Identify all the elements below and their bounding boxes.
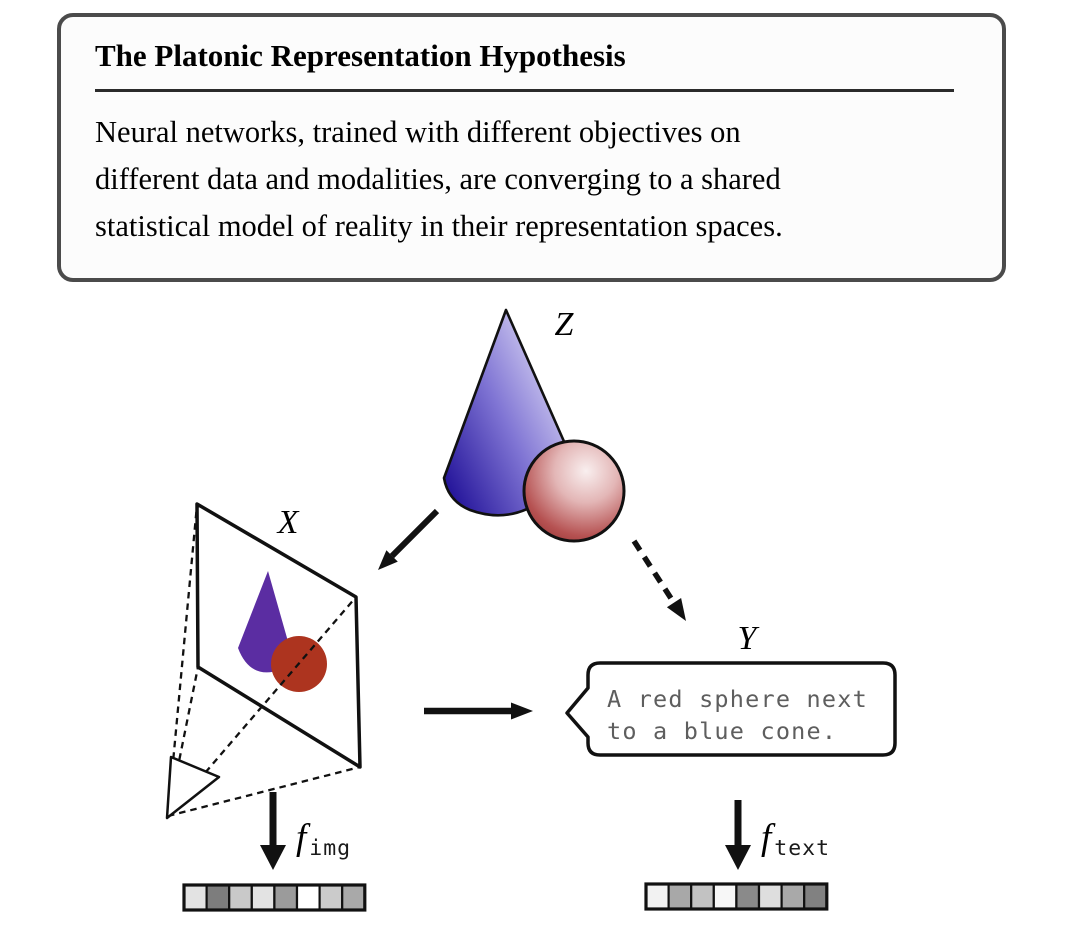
embedding-cell (252, 885, 275, 910)
text-encoder (725, 800, 830, 870)
text-embedding-vector (646, 884, 827, 909)
embedding-cell (646, 884, 669, 909)
embedding-cell (736, 884, 759, 909)
latent-world-scene (444, 306, 624, 541)
embedding-cell (274, 885, 297, 910)
embedding-cell (297, 885, 320, 910)
f-img-label: fimg (296, 817, 352, 861)
bubble-text-line-1: A red sphere next (607, 685, 868, 713)
embedding-cell (782, 884, 805, 909)
dashed-arrow-z-to-y (634, 541, 686, 621)
image-encoder (260, 792, 351, 870)
arrowhead (260, 845, 286, 870)
hypothesis-body (95, 109, 968, 250)
z-label: Z (554, 306, 574, 343)
embedding-cell (184, 885, 207, 910)
embedding-cell (691, 884, 714, 909)
arrow-x-to-y (424, 703, 533, 720)
f-text-label: ftext (761, 817, 831, 861)
embedding-cell (320, 885, 343, 910)
embedding-cell (714, 884, 737, 909)
hypothesis-title: The Platonic Representation Hypothesis (95, 38, 626, 73)
hypothesis-body-line: Neural networks, trained with different objectives on (95, 114, 741, 149)
arrow-z-to-x (378, 511, 437, 570)
embedding-cell (669, 884, 692, 909)
x-label: X (277, 504, 299, 541)
embedding-cell (207, 885, 230, 910)
embedding-cell (342, 885, 365, 910)
bubble-text-line-2: to a blue cone. (607, 717, 838, 745)
y-label: Y (737, 620, 757, 657)
image-observation (167, 504, 360, 818)
text-observation (567, 620, 895, 755)
title-divider (95, 89, 954, 92)
arrowhead (511, 703, 533, 720)
arrowhead (725, 845, 751, 870)
hypothesis-body-line: statistical model of reality in their representation spaces. (95, 208, 783, 243)
image-embedding-vector (184, 885, 365, 910)
hypothesis-box (57, 13, 1006, 282)
embedding-cell (759, 884, 782, 909)
arrowhead (667, 598, 686, 621)
embedding-cell (804, 884, 827, 909)
embedding-cell (229, 885, 252, 910)
hypothesis-body-line: different data and modalities, are converging to a shared (95, 161, 781, 196)
latent-sphere-shape (524, 441, 624, 541)
